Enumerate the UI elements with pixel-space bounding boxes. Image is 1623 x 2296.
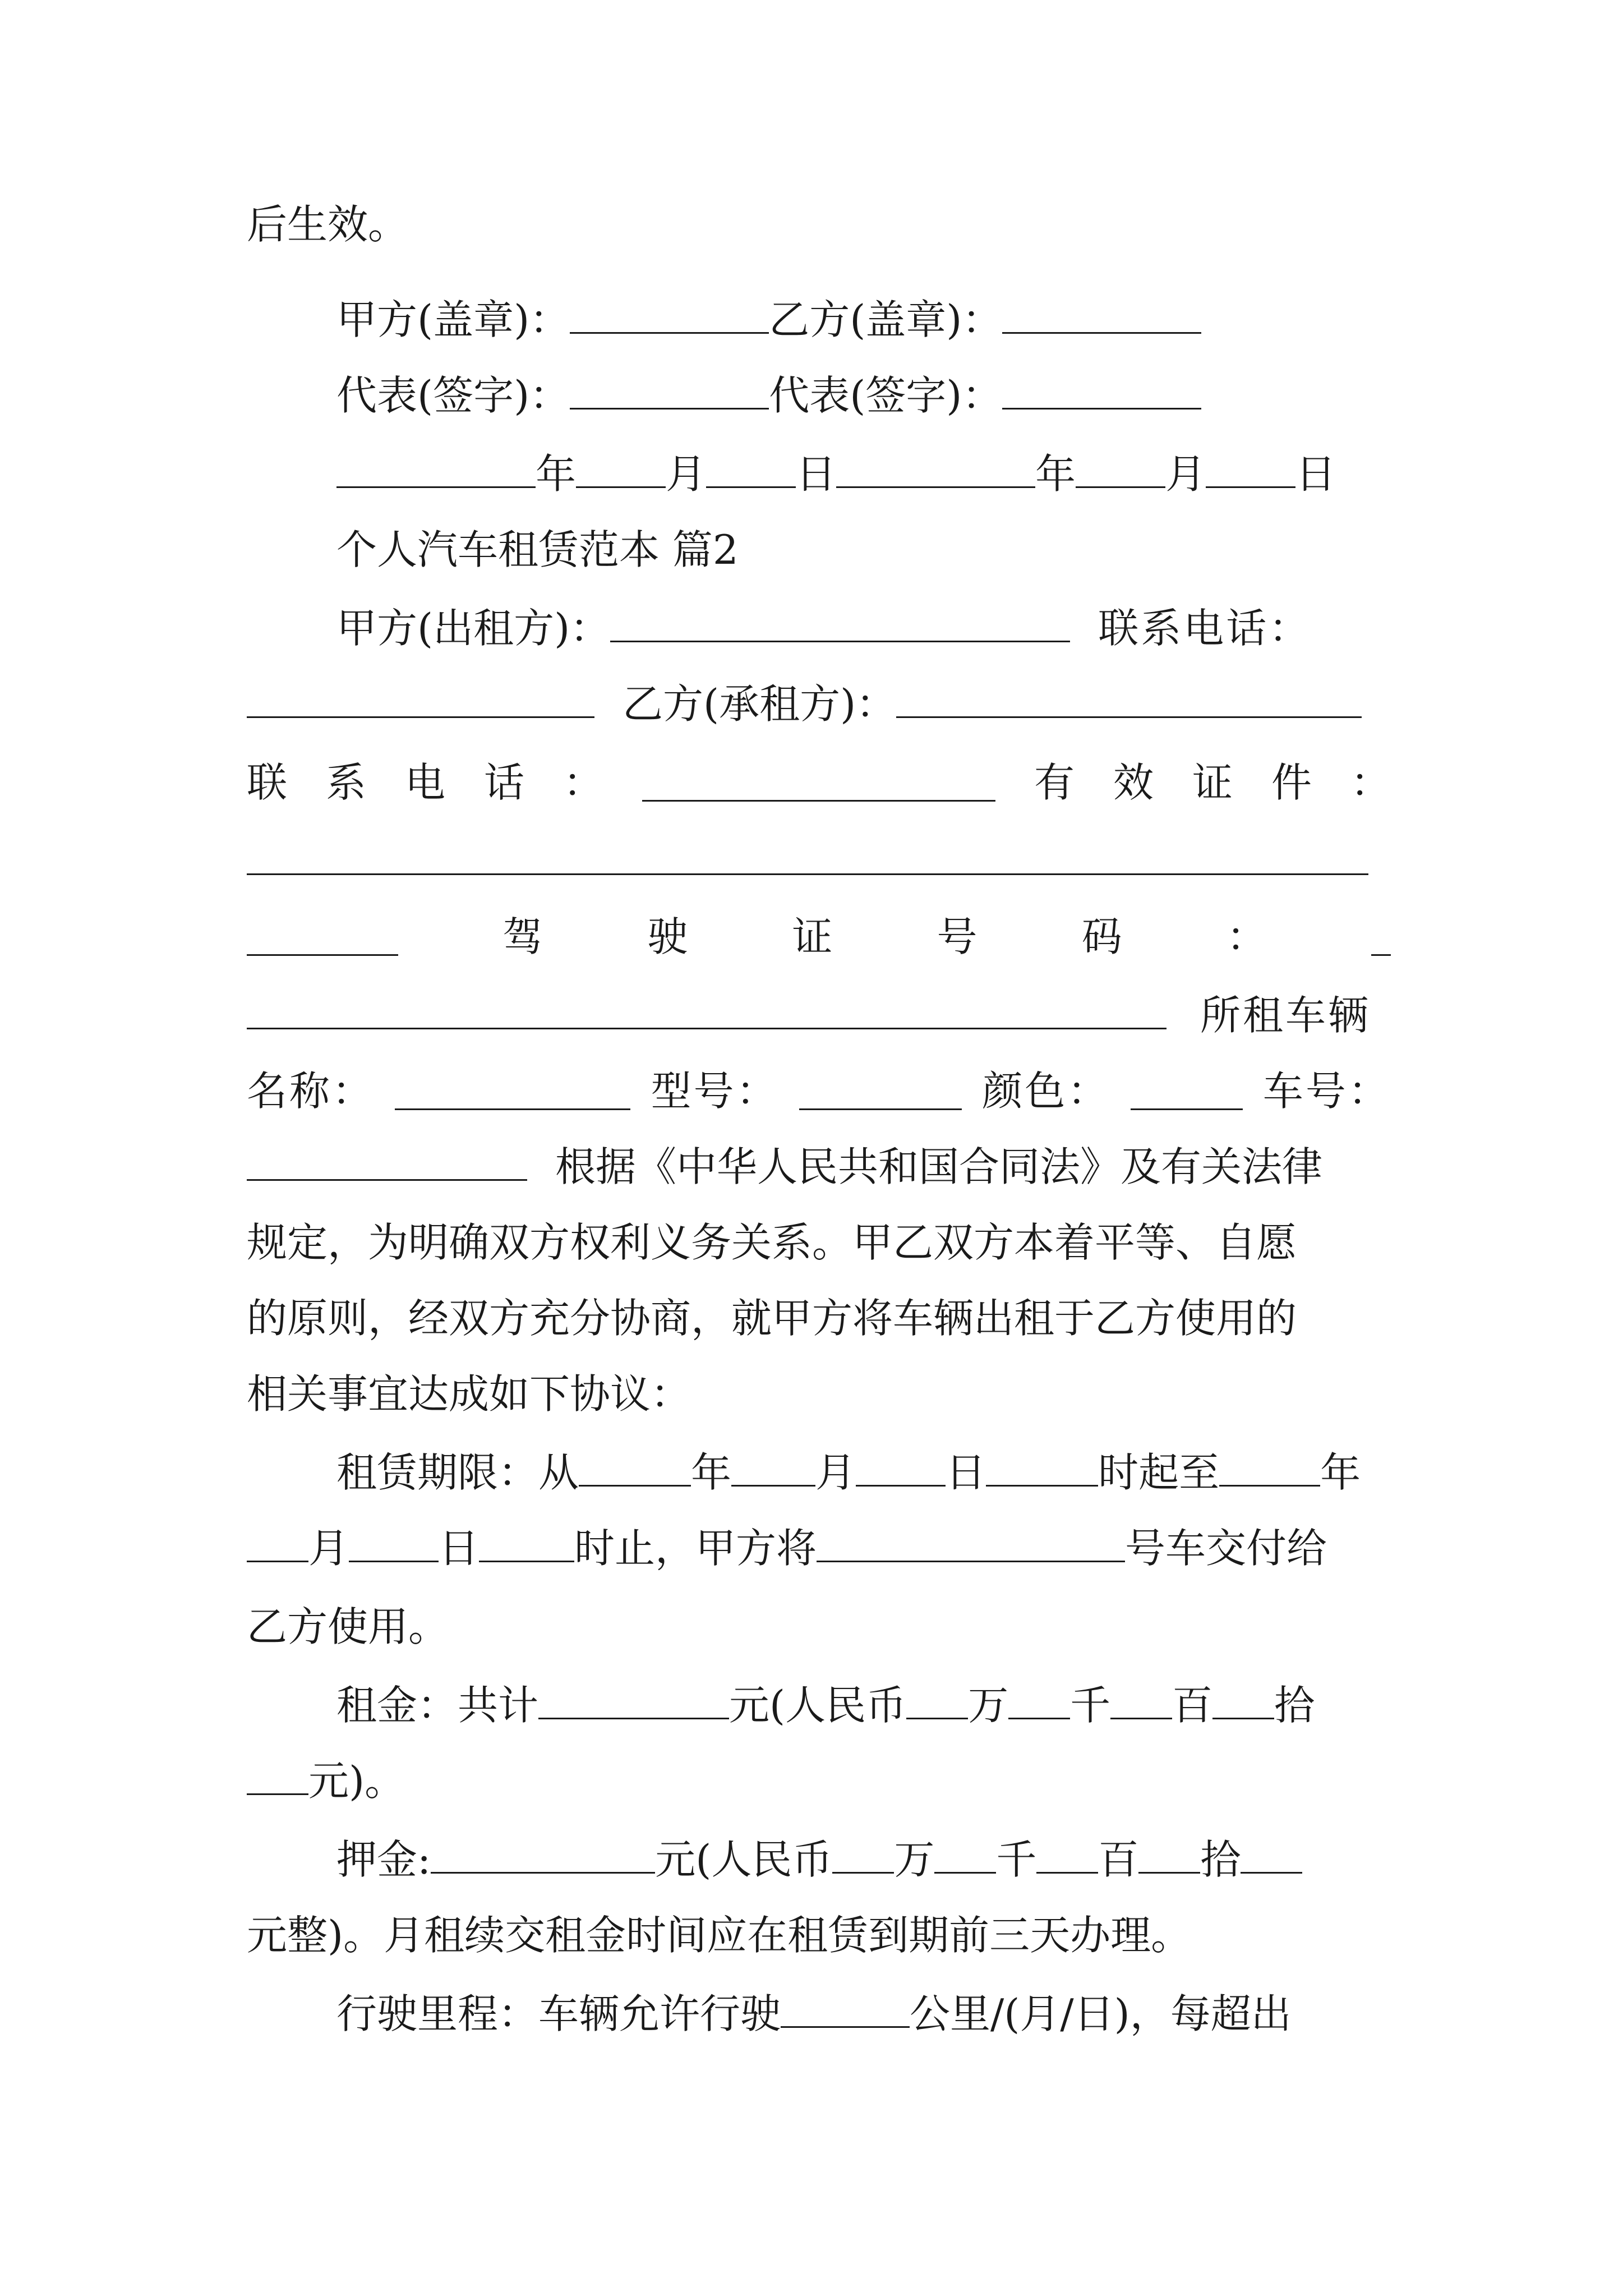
char: 话 [484, 759, 525, 806]
year-label: 年 [1035, 450, 1076, 498]
rent-label: 租金：共计 [336, 1682, 539, 1729]
wan-blank[interactable] [832, 1836, 894, 1874]
party-a-seal-label: 甲方(盖章)： [336, 296, 570, 343]
vehicle-name-label: 名称： [247, 1068, 375, 1115]
shi-label: 拾 [1274, 1682, 1315, 1729]
char: 码 [1081, 913, 1122, 960]
text-line [247, 1593, 1391, 1660]
day-label: 日 [439, 1525, 479, 1572]
text: 后生效。 [247, 201, 409, 248]
char: 件 [1271, 759, 1312, 806]
char: 号 [937, 913, 978, 960]
day-b-blank[interactable] [1206, 450, 1295, 488]
plate-number-label: 车号： [1262, 1068, 1391, 1115]
shi-blank[interactable] [1212, 1682, 1274, 1719]
yuan-blank[interactable] [247, 1757, 308, 1795]
month-label: 月 [1165, 450, 1206, 498]
text-line [247, 1902, 1391, 1969]
start-year-blank[interactable] [579, 1449, 691, 1487]
text: 元整)。月租续交租金时间应在租赁到期前三天办理。 [247, 1912, 1192, 1959]
section-heading [336, 516, 1391, 583]
vehicle-model-label: 型号： [651, 1068, 779, 1115]
lessor-phone-blank[interactable] [247, 680, 594, 718]
char: 证 [792, 913, 833, 960]
lessee-line [247, 670, 1391, 738]
license-line [247, 903, 1391, 970]
lease-term-line [336, 1439, 1391, 1506]
text: 公里/(月/日)，每超出 [910, 1990, 1292, 2037]
text: 元)。 [308, 1757, 405, 1805]
yuan-blank[interactable] [1241, 1836, 1302, 1874]
wan-blank[interactable] [906, 1682, 968, 1719]
id-blank-line [247, 827, 1391, 895]
month-label: 月 [666, 450, 707, 498]
year-b-blank[interactable] [836, 450, 1035, 488]
vehicle-label: 所租车辆 [1200, 992, 1371, 1039]
start-day-blank[interactable] [856, 1449, 946, 1487]
wan-label: 万 [894, 1836, 935, 1883]
shi-blank[interactable] [1138, 1836, 1200, 1874]
text: 规定，为明确双方权利义务关系。甲乙双方本着平等、自愿 [247, 1219, 1297, 1266]
char: 联 [247, 759, 288, 806]
month-label: 月 [815, 1449, 856, 1496]
text: 号车交付给 [1125, 1525, 1327, 1572]
date-line [336, 440, 1391, 508]
vehicle-detail-line [247, 1057, 1391, 1125]
month-b-blank[interactable] [1076, 450, 1165, 488]
text: 乙方使用。 [247, 1603, 449, 1650]
party-b-seal-blank[interactable] [1002, 296, 1201, 334]
text: 的原则，经双方充分协商，就甲方将车辆出租于乙方使用的 [247, 1295, 1297, 1342]
license-number-blank[interactable] [247, 992, 1166, 1029]
lessor-line [336, 595, 1391, 662]
char: ： [1350, 759, 1391, 806]
year-label: 年 [1320, 1449, 1361, 1496]
bai-blank[interactable] [1110, 1682, 1172, 1719]
lease-term-label: 租赁期限：从 [336, 1449, 579, 1496]
heading-text: 个人汽车租赁范本 篇2 [336, 526, 739, 573]
lessor-phone-label: 联系电话： [1098, 605, 1312, 652]
party-b-rep-blank[interactable] [1002, 372, 1201, 409]
text: 相关事宜达成如下协议： [247, 1370, 691, 1418]
end-year-blank[interactable] [1219, 1449, 1320, 1487]
qian-label: 千 [996, 1836, 1037, 1883]
char: 电 [405, 759, 446, 806]
day-label: 日 [796, 450, 837, 498]
deposit-label: 押金: [336, 1836, 431, 1883]
lessee-label: 乙方(承租方)： [623, 680, 897, 728]
text-line [247, 1285, 1391, 1352]
mileage-blank[interactable] [781, 1990, 910, 2028]
rmb-label: 元(人民币 [729, 1682, 907, 1729]
party-a-seal-blank[interactable] [570, 296, 769, 334]
text-line [247, 1360, 1391, 1428]
char: 证 [1192, 759, 1233, 806]
text-line [247, 1209, 1391, 1276]
lessee-blank[interactable] [896, 680, 1362, 718]
lessor-blank[interactable] [610, 605, 1070, 642]
month-a-blank[interactable] [576, 450, 666, 488]
party-seal-line [336, 286, 1391, 353]
mileage-label: 行驶里程：车辆允许行驶 [336, 1990, 781, 2037]
rent-line-2 [247, 1747, 1391, 1815]
day-label: 日 [946, 1449, 986, 1496]
vehicle-model-blank[interactable] [799, 1073, 962, 1110]
until-label: 时起至 [1098, 1449, 1220, 1496]
char: 有 [1034, 759, 1075, 806]
handover-plate-blank[interactable] [817, 1525, 1125, 1562]
year-label: 年 [691, 1449, 732, 1496]
plate-number-blank[interactable] [247, 1143, 527, 1181]
text: 根据《中华人民共和国合同法》及有关法律 [555, 1143, 1323, 1190]
bai-label: 百 [1098, 1836, 1139, 1883]
start-month-blank[interactable] [731, 1449, 815, 1487]
deposit-amount-blank[interactable] [431, 1836, 655, 1874]
lease-term-line-2 [247, 1515, 1391, 1582]
day-label: 日 [1295, 450, 1336, 498]
party-b-rep-label: 代表(签字)： [769, 372, 1003, 419]
month-label: 月 [308, 1525, 349, 1572]
party-a-rep-label: 代表(签字)： [336, 372, 570, 419]
basis-line [247, 1133, 1391, 1200]
lessee-phone-blank[interactable] [642, 764, 995, 802]
rent-amount-blank[interactable] [538, 1682, 729, 1719]
start-hour-blank[interactable] [986, 1449, 1098, 1487]
vehicle-name-blank[interactable] [395, 1073, 630, 1110]
day-a-blank[interactable] [706, 450, 796, 488]
lessor-label: 甲方(出租方)： [336, 605, 611, 652]
vehicle-line [247, 982, 1391, 1049]
qian-blank[interactable] [1008, 1682, 1070, 1719]
char: 驶 [647, 913, 688, 960]
id-number-blank[interactable] [247, 838, 1368, 875]
char: 效 [1113, 759, 1154, 806]
qian-blank[interactable] [934, 1836, 996, 1874]
license-tail-blank[interactable] [1371, 918, 1391, 956]
end-day-blank[interactable] [349, 1525, 439, 1562]
representative-line [336, 362, 1391, 429]
end-hour-blank[interactable] [479, 1525, 574, 1562]
wan-label: 万 [968, 1682, 1009, 1729]
bai-label: 百 [1172, 1682, 1213, 1729]
line-effective [247, 191, 1391, 258]
char: 驾 [502, 913, 543, 960]
mileage-line [336, 1980, 1391, 2047]
end-month-blank[interactable] [247, 1525, 308, 1562]
char: ： [563, 759, 604, 806]
bai-blank[interactable] [1036, 1836, 1098, 1874]
deposit-line [336, 1826, 1391, 1893]
party-a-rep-blank[interactable] [570, 372, 769, 409]
qian-label: 千 [1070, 1682, 1111, 1729]
year-a-blank[interactable] [336, 450, 536, 488]
vehicle-color-blank[interactable] [1131, 1073, 1243, 1110]
char: ： [1226, 913, 1267, 960]
handover-label: 时止，甲方将 [574, 1525, 817, 1572]
license-pre-blank[interactable] [247, 918, 398, 956]
shi-label: 拾 [1200, 1836, 1241, 1883]
phone-id-line [247, 749, 1391, 816]
char: 系 [326, 759, 367, 806]
vehicle-color-label: 颜色： [982, 1068, 1110, 1115]
rmb-label: 元(人民币 [655, 1836, 833, 1883]
year-label: 年 [536, 450, 577, 498]
party-b-seal-label: 乙方(盖章)： [769, 296, 1003, 343]
rent-line [336, 1672, 1391, 1739]
